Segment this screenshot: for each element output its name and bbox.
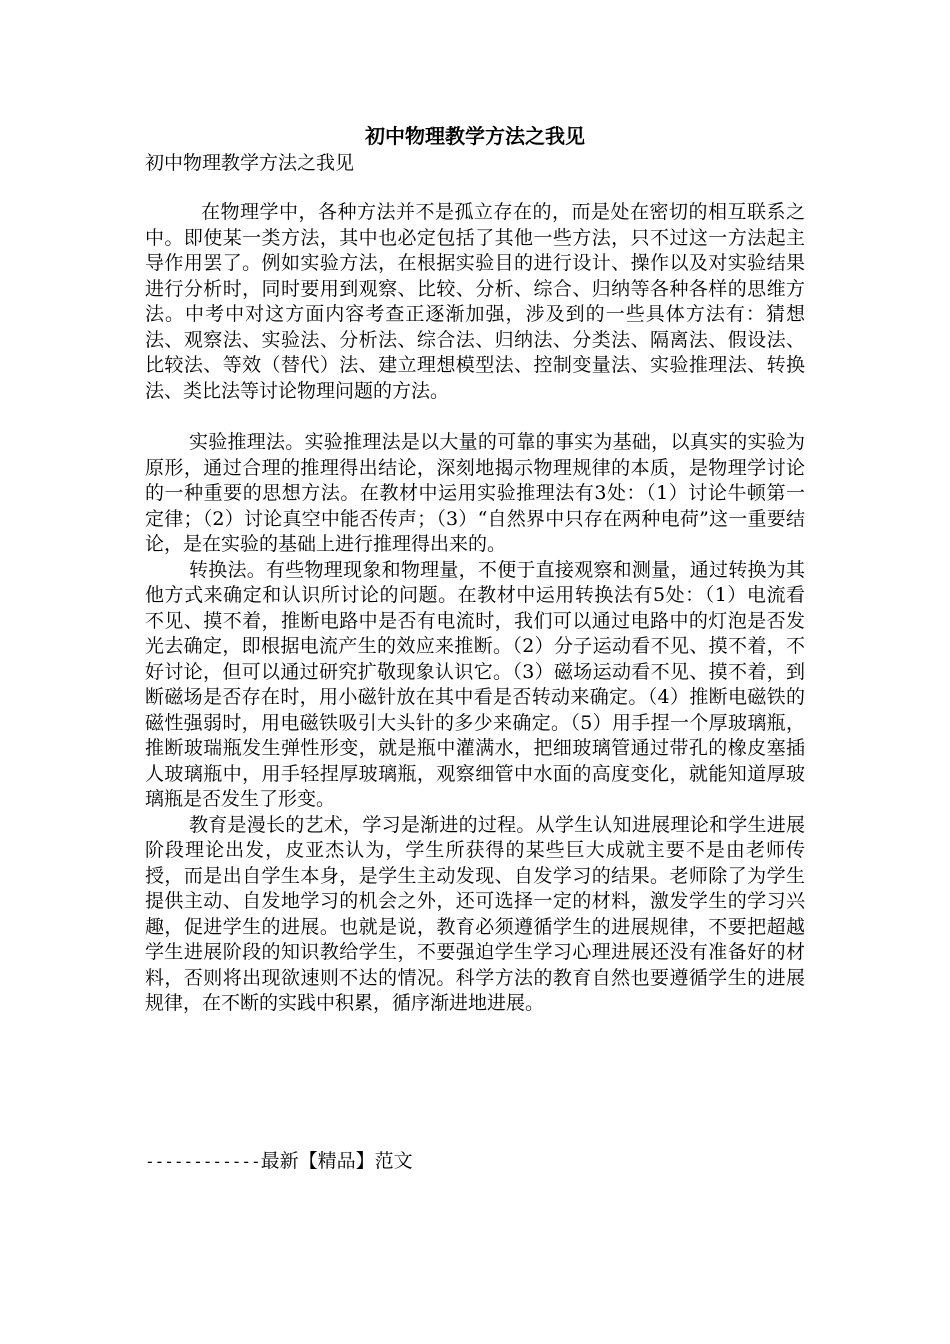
document-body	[145, 122, 805, 1017]
footer-text: 最新【精品】范文	[260, 1150, 413, 1172]
paragraph-education: 教育是漫长的艺术，学习是渐进的过程。从学生认知进展理论和学生进展阶段理论出发，皮亚杰认为，学生所获得的某些巨大成就主要不是由老师传授，而是出自学生本身，是学生主动发现、自发学习的结果。老师除了为学生提供主动、自发地学习的机会之外，还可选择一定的材料，激发学生的学习兴趣，促进学生的进展。也就是说，教育必须遵循学生的进展规律，不要把超越学生进展阶段的知识教给学生，不要强迫学生学习心理进展还没有准备好的材料，否则将出现欲速则不达的情况。科学方法的教育自然也要遵循学生的进展规律，在不断的实践中积累，循序渐进地进展。	[145, 813, 805, 1014]
paragraph-conversion-method: 转换法。有些物理现象和物理量，不便于直接观察和测量，通过转换为其他方式来确定和认识所讨论的问题。在教材中运用转换法有5处：（1）电流看不见、摸不着，推断电路中是否有电流时，我们可以通过电路中的灯泡是否发光去确定，即根据电流产生的效应来推断。（2）分子运动看不见、摸不着，不好讨论，但可以通过研究扩敬现象认识它。（3）磁场运动看不见、摸不着，到断磁场是否存在时，用小磁针放在其中看是否转动来确定。（4）推断电磁铁的磁性强弱时，用电磁铁吸引大头针的多少来确定。（5）用手捏一个厚玻璃瓶，推断玻瑞瓶发生弹性形变，就是瓶中灌满水，把细玻璃管通过带孔的橡皮塞插人玻璃瓶中，用手轻捏厚玻璃瓶，观察细管中水面的高度变化，就能知道厚玻璃瓶是否发生了形变。	[145, 558, 805, 810]
paragraph-intro: 在物理学中，各种方法并不是孤立存在的，而是处在密切的相互联系之中。即使某一类方法，其中也必定包括了其他一些方法，只不过这一方法起主导作用罢了。例如实验方法，在根据实验目的进行设计、操作以及对实验结果进行分析时，同时要用到观察、比较、分析、综合、归纳等各种各样的思维方法。中考中对这方面内容考查正逐渐加强，涉及到的一些具体方法有：猜想法、观察法、实验法、分析法、综合法、归纳法、分类法、隔离法、假设法、比较法、等效（替代）法、建立理想模型法、控制变量法、实验推理法、转换法、类比法等讨论物理问题的方法。	[145, 201, 805, 402]
document-footer	[145, 1148, 413, 1175]
document-title: 初中物理教学方法之我见	[365, 124, 585, 148]
paragraph-experimental-reasoning: 实验推理法。实验推理法是以大量的可靠的事实为基础，以真实的实验为原形，通过合理的推理得出结论，深刻地揭示物理规律的本质，是物理学讨论的一种重要的思想方法。在教材中运用实验推理法有3处：（1）讨论牛顿第一定律；（2）讨论真空中能否传声；（3）“自然界中只存在两种电荷”这一重要结论，是在实验的基础上进行推理得出来的。	[145, 431, 805, 555]
document-subtitle: 初中物理教学方法之我见	[145, 152, 355, 174]
footer-dashes: ------------	[145, 1152, 261, 1171]
